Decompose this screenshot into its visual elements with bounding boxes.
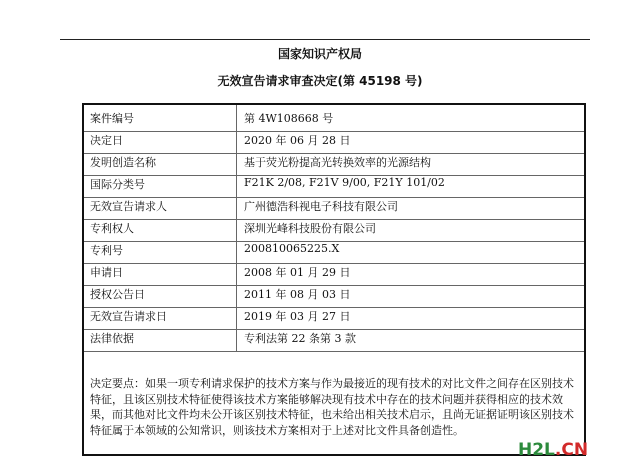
row-label: 发明创造名称 <box>90 156 156 169</box>
row-value: 2011 年 08 月 03 日 <box>244 288 351 301</box>
watermark-cn: .CN <box>554 440 589 460</box>
row-label: 专利权人 <box>90 222 134 235</box>
decision-title: 无效宣告请求审查决定(第 45198 号) <box>217 74 423 88</box>
watermark-h2l: H2L <box>518 440 555 460</box>
row-value: 2019 年 03 月 27 日 <box>244 310 351 323</box>
row-legal-basis <box>84 325 584 352</box>
row-value: F21K 2/08, F21V 9/00, F21Y 101/02 <box>244 176 445 189</box>
row-label: 专利号 <box>90 244 123 257</box>
row-label: 无效宣告请求人 <box>90 200 167 213</box>
case-info-table <box>82 103 586 456</box>
row-value: 2008 年 01 月 29 日 <box>244 266 351 279</box>
row-label: 国际分类号 <box>90 178 145 191</box>
row-label: 申请日 <box>90 266 123 279</box>
row-label: 法律依据 <box>90 332 134 345</box>
row-value: 第 4W108668 号 <box>244 112 334 125</box>
row-value: 200810065225.X <box>244 242 340 255</box>
office-name: 国家知识产权局 <box>277 47 362 61</box>
row-value: 2020 年 06 月 28 日 <box>244 134 351 147</box>
row-label: 案件编号 <box>90 112 134 125</box>
row-value: 基于荧光粉提高光转换效率的光源结构 <box>244 156 431 169</box>
row-label: 授权公告日 <box>90 288 145 301</box>
decision-summary: 决定要点：如果一项专利请求保护的技术方案与作为最接近的现有技术的对比文件之间存在区别技术特征，且该区别技术特征使得该技术方案能够解决现有技术中存在的技术问题并获得相应的技术效果，而其他对比文件均未公开该区别技术特征，也未给出相关技术启示，且尚无证据证明该区别技术特征属于本领域的公知常识，则该技术方案相对于上述对比文件具备创造性。 <box>90 377 574 437</box>
row-value: 专利法第 22 条第 3 款 <box>244 332 356 345</box>
row-label: 无效宣告请求日 <box>90 310 167 323</box>
row-value: 深圳光峰科技股份有限公司 <box>244 222 376 235</box>
site-watermark <box>518 440 588 460</box>
row-value: 广州德浩科视电子科技有限公司 <box>244 200 398 213</box>
row-label: 决定日 <box>90 134 123 147</box>
top-rule <box>60 39 590 40</box>
